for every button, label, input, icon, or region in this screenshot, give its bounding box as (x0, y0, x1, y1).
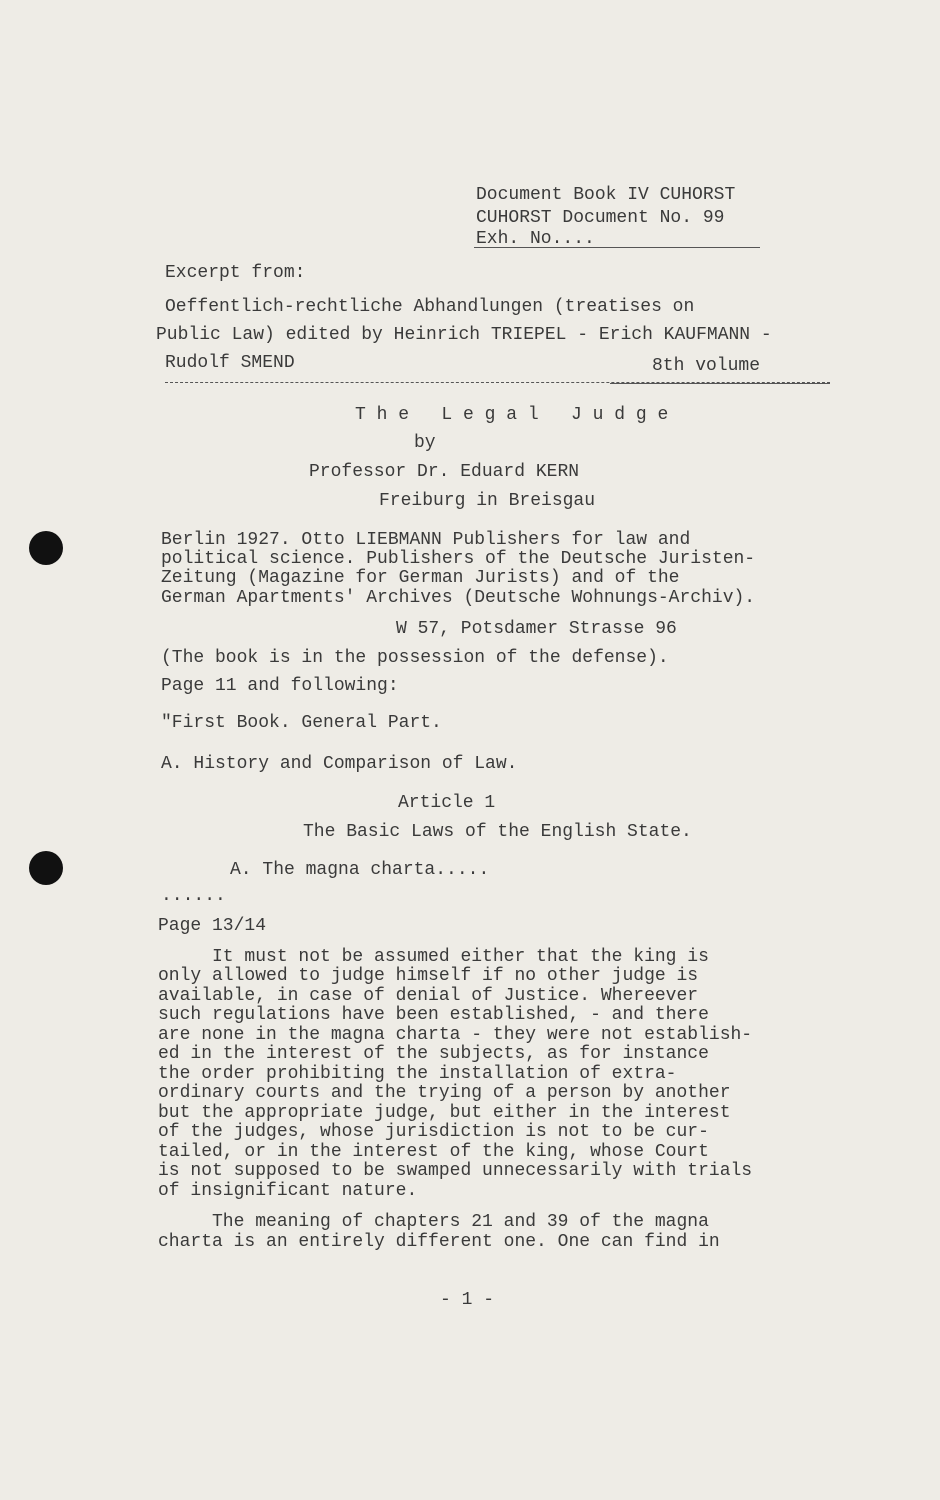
section-a-heading: A. History and Comparison of Law. (161, 754, 518, 774)
publisher-address: W 57, Potsdamer Strasse 96 (396, 619, 677, 639)
publisher-line-2: political science. Publishers of the Deutsche Juristen- (161, 549, 756, 569)
excerpt-label: Excerpt from: (165, 263, 306, 283)
source-line-1: Oeffentlich-rechtliche Abhandlungen (treatises on (165, 297, 695, 317)
page-number: - 1 - (440, 1290, 495, 1310)
book-part-heading: "First Book. General Part. (161, 713, 442, 733)
publisher-line-1: Berlin 1927. Otto LIEBMANN Publishers for law and (161, 530, 691, 550)
punch-hole-bottom (29, 851, 63, 885)
paragraph-1-line: ed in the interest of the subjects, as for instance (158, 1044, 709, 1064)
source-line-2: Public Law) edited by Heinrich TRIEPEL - Erich KAUFMANN - (156, 325, 772, 345)
paragraph-1-line: such regulations have been established, - and there (158, 1005, 709, 1025)
book-title: T h e L e g a l J u d g e (355, 405, 669, 425)
paragraph-1-line: available, in case of denial of Justice. Whereever (158, 986, 699, 1006)
article-title: The Basic Laws of the English State. (303, 822, 692, 842)
paragraph-1-line: of insignificant nature. (158, 1181, 418, 1201)
title-by: by (414, 433, 436, 453)
source-rule-right (610, 383, 830, 384)
publisher-line-3: Zeitung (Magazine for German Jurists) and of the (161, 568, 680, 588)
paragraph-2-line: The meaning of chapters 21 and 39 of the magna (158, 1212, 709, 1232)
title-place: Freiburg in Breisgau (379, 491, 596, 511)
possession-note: (The book is in the possession of the defense). (161, 648, 669, 668)
page-reference-11: Page 11 and following: (161, 676, 399, 696)
subsection-magna-charta: A. The magna charta..... (230, 860, 490, 880)
source-line-3-editor: Rudolf SMEND (165, 353, 295, 373)
paragraph-1-line: of the judges, whose jurisdiction is not to be cur- (158, 1122, 709, 1142)
title-author: Professor Dr. Eduard KERN (309, 462, 580, 482)
paragraph-1-line: is not supposed to be swamped unnecessarily with trials (158, 1161, 753, 1181)
paragraph-1-line: It must not be assumed either that the king is (158, 947, 709, 967)
paragraph-1-line: ordinary courts and the trying of a person by another (158, 1083, 731, 1103)
header-exhibit-number: Exh. No.... (476, 229, 595, 249)
header-document-book: Document Book IV CUHORST (476, 185, 736, 205)
paragraph-1-line: are none in the magna charta - they were not establish- (158, 1025, 753, 1045)
paragraph-2-line: charta is an entirely different one. One can find in (158, 1232, 720, 1252)
omission-ellipsis: ...... (161, 886, 226, 906)
paragraph-1-line: the order prohibiting the installation of extra- (158, 1064, 677, 1084)
page-reference-13-14: Page 13/14 (158, 916, 267, 936)
paragraph-1-line: but the appropriate judge, but either in the interest (158, 1103, 731, 1123)
header-document-number: CUHORST Document No. 99 (476, 208, 725, 228)
publisher-line-4: German Apartments' Archives (Deutsche Wohnungs-Archiv). (161, 588, 756, 608)
paragraph-1-line: only allowed to judge himself if no other judge is (158, 966, 699, 986)
punch-hole-top (29, 531, 63, 565)
article-heading: Article 1 (398, 793, 496, 813)
header-underline (474, 247, 760, 248)
paragraph-1-line: tailed, or in the interest of the king, whose Court (158, 1142, 709, 1162)
source-line-3-volume: 8th volume (652, 356, 761, 376)
